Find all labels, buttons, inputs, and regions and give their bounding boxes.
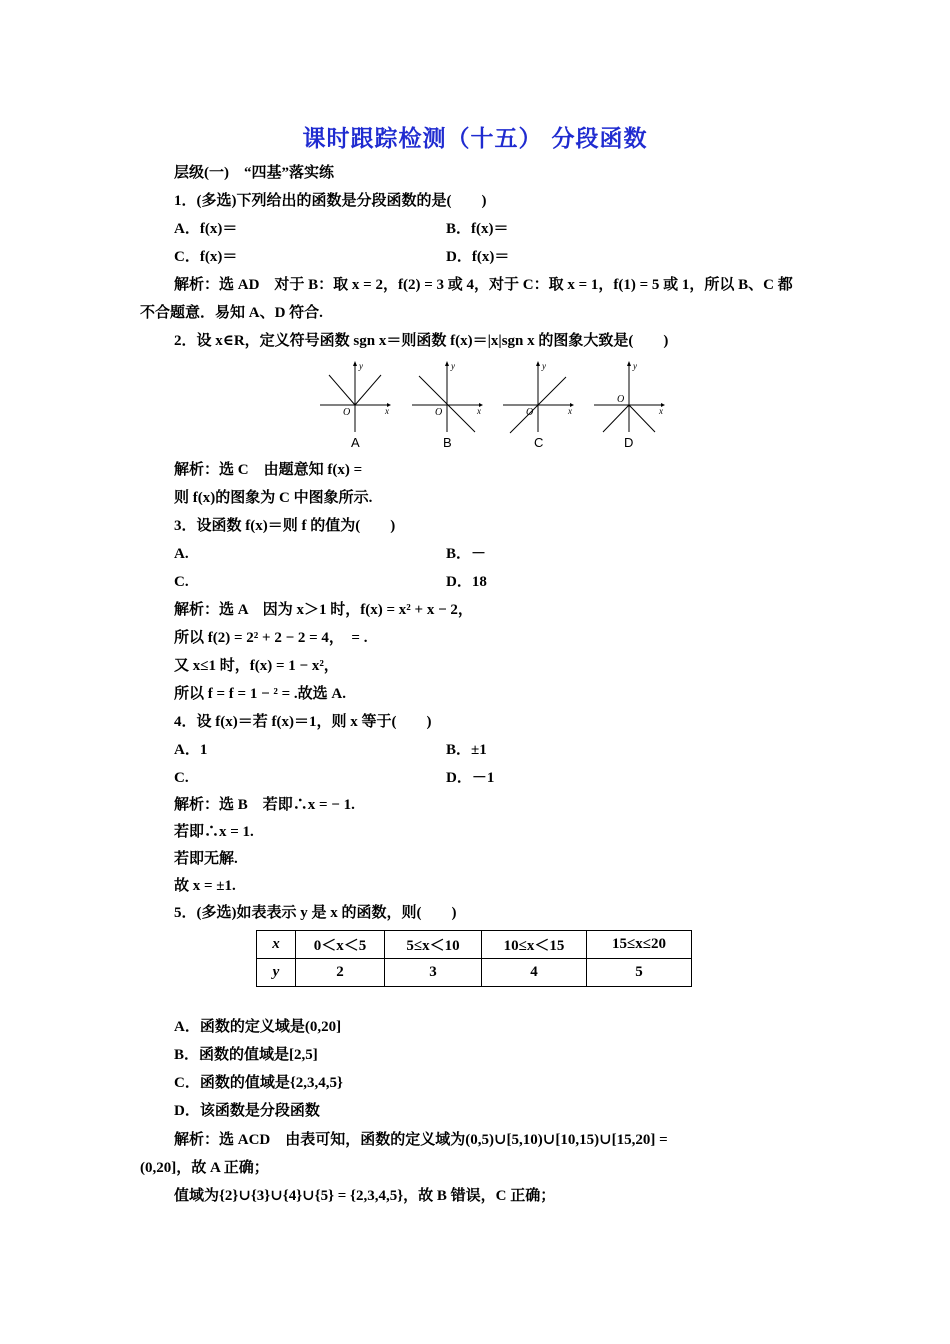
table-row [257,931,692,959]
q5-stem: 5．(多选)如表表示 y 是 x 的函数，则( ) [174,905,457,921]
q4-solution-line1: 解析：选 B 若即∴x = − 1. [174,797,355,813]
q5-option-a: A．函数的定义域是(0,20] [174,1019,342,1035]
q4-option-c: C. [174,770,189,786]
x-axis-label-d: x [659,406,663,416]
y-axis-label-d: y [633,361,637,371]
q1-stem: 1．(多选)下列给出的函数是分段函数的是( ) [174,193,487,209]
q3-option-c: C. [174,574,189,590]
q5-solution-line3: 值域为{2}∪{3}∪{4}∪{5} = {2,3,4,5}，故 B 错误，C 正确； [174,1188,556,1204]
y-axis-label-c: y [542,361,546,371]
q1-option-d: D．f(x)＝ [446,249,510,265]
q1-solution-line1: 解析：选 AD 对于 B：取 x = 2，f(2) = 3 或 4，对于 C：取 x = 1，f(1) = 5 或 1，所以 B、C 都 [174,277,793,293]
graph-d [589,360,669,435]
table-cell: 10≤x＜15 [482,931,587,959]
graph-c [498,360,578,435]
q3-option-d: D．18 [446,574,487,590]
q4-option-b: B．±1 [446,742,487,758]
q5-solution-line1: 解析：选 ACD 由表可知，函数的定义域为(0,5)∪[5,10)∪[10,15)∪[15,20] = [174,1132,668,1148]
graph-a [315,360,395,435]
q3-option-b: B．－ [446,546,487,562]
y-axis-label-a: y [359,361,363,371]
page-title: 课时跟踪检测（十五） 分段函数 [302,126,648,152]
table-cell: y [257,959,296,987]
q4-stem: 4．设 f(x)＝若 f(x)＝1，则 x 等于( ) [174,714,432,730]
q5-function-table [256,930,692,987]
graph-label-b: B [443,435,452,450]
table-cell: 0＜x＜5 [296,931,385,959]
origin-label-d: O [617,394,625,405]
x-axis-label-a: x [385,406,389,416]
origin-label-c: O [526,407,534,418]
level-heading: 层级(一) “四基”落实练 [174,165,334,181]
graph-label-d: D [624,435,634,450]
q4-option-d: D．－1 [446,770,495,786]
q5-solution-line2: (0,20]，故 A 正确； [140,1160,269,1176]
q4-solution-line3: 若即无解. [174,851,238,867]
origin-label-b: O [435,407,443,418]
origin-label-a: O [343,407,351,418]
q1-option-c: C．f(x)＝ [174,249,238,265]
table-row [257,959,692,987]
table-cell: 5≤x＜10 [385,931,482,959]
q3-solution-line3: 又 x≤1 时，f(x) = 1 − x²， [174,658,339,674]
q5-option-b: B．函数的值域是[2,5] [174,1047,318,1063]
q4-solution-line2: 若即∴x = 1. [174,824,254,840]
q3-solution-line2: 所以 f(2) = 2² + 2 − 2 = 4， = . [174,630,368,646]
q2-stem: 2．设 x∈R，定义符号函数 sgn x＝则函数 f(x)＝|x|sgn x 的图象大致是( ) [174,333,669,349]
q5-option-d: D．该函数是分段函数 [174,1103,320,1119]
q1-option-a: A．f(x)＝ [174,221,238,237]
q5-option-c: C．函数的值域是{2,3,4,5} [174,1075,343,1091]
graph-label-c: C [534,435,544,450]
q4-option-a: A．1 [174,742,208,758]
q1-option-b: B．f(x)＝ [446,221,509,237]
x-axis-label-b: x [477,406,481,416]
q2-graph-options [315,360,675,452]
q4-solution-line4: 故 x = ±1. [174,878,236,894]
table-cell: x [257,931,296,959]
x-axis-label-c: x [568,406,572,416]
graph-b [407,360,487,435]
q3-solution-line4: 所以 f = f = 1 − ² = .故选 A. [174,686,347,702]
q1-solution-line2: 不合题意．易知 A、D 符合. [140,305,323,321]
y-axis-label-b: y [451,361,455,371]
q2-solution-line2: 则 f(x)的图象为 C 中图象所示. [174,490,373,506]
table-cell: 5 [587,959,692,987]
table-cell: 3 [385,959,482,987]
q3-solution-line1: 解析：选 A 因为 x＞1 时，f(x) = x² + x − 2， [174,602,473,618]
graph-label-a: A [351,435,360,450]
q2-solution-line1: 解析：选 C 由题意知 f(x) = [174,462,363,478]
q3-option-a: A. [174,546,189,562]
table-cell: 4 [482,959,587,987]
table-cell: 2 [296,959,385,987]
table-cell: 15≤x≤20 [587,931,692,959]
q3-stem: 3．设函数 f(x)＝则 f 的值为( ) [174,518,396,534]
